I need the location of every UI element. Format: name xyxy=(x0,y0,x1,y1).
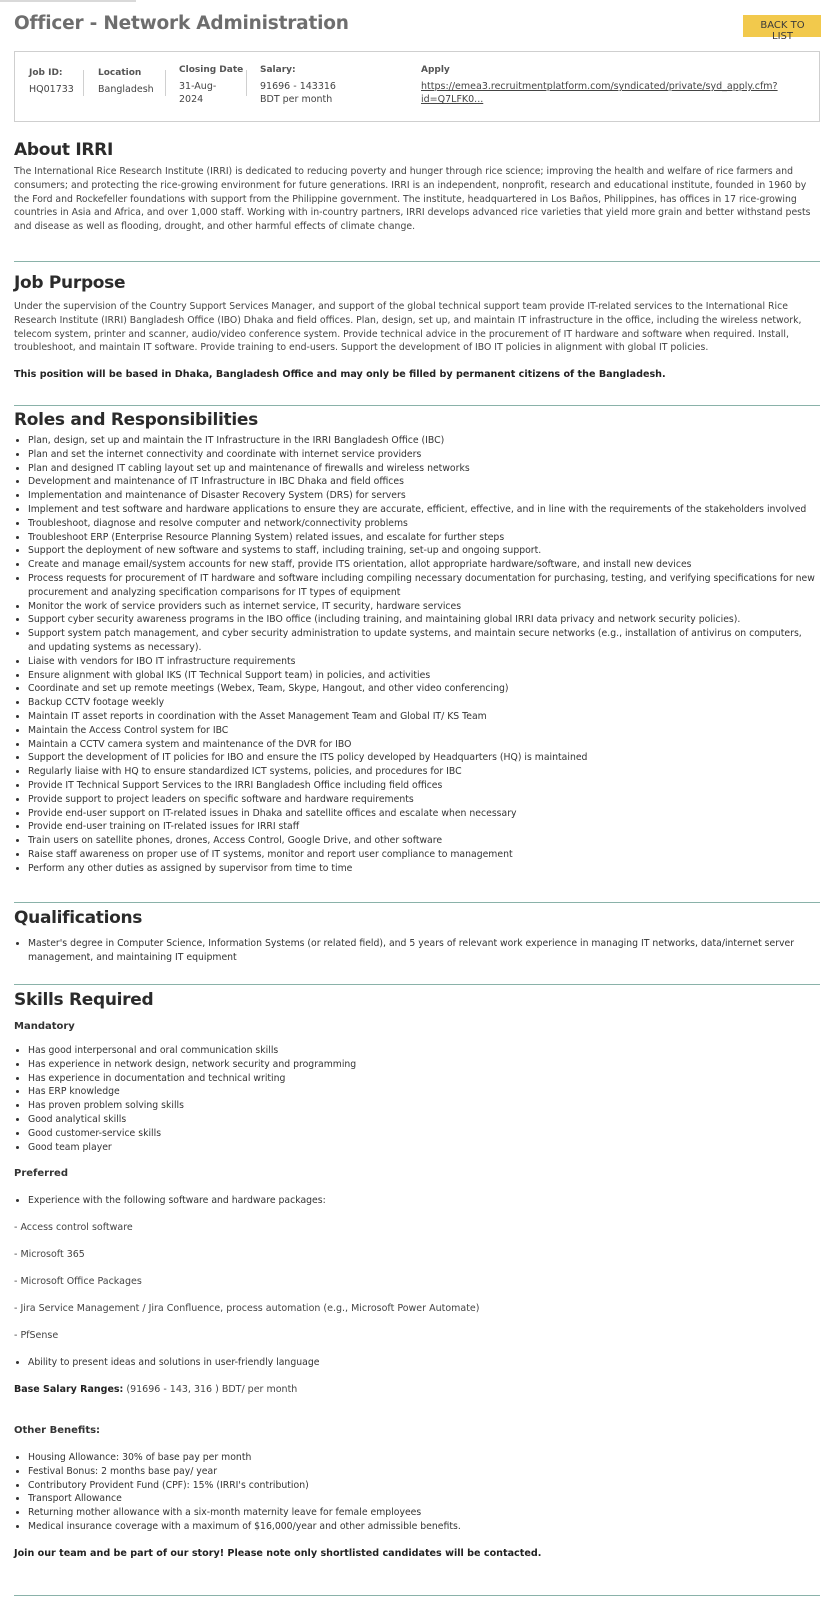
salary-line2: BDT per month xyxy=(260,94,333,105)
preferred-last-list xyxy=(14,1356,820,1370)
list-item: • Raise staff awareness on proper use of IT systems, monitor and report user compliance to management xyxy=(28,848,820,862)
purpose-section xyxy=(14,271,820,382)
package-item: - Jira Service Management / Jira Confluence, process automation (e.g., Microsoft Power Automate) xyxy=(14,1303,480,1315)
info-separator xyxy=(165,70,166,96)
qualifications-heading: Qualifications xyxy=(14,908,143,928)
base-salary-line xyxy=(14,1383,820,1397)
list-item: • Provide support to project leaders on specific software and hardware requirements xyxy=(28,793,820,807)
roles-section xyxy=(14,406,820,876)
list-item: • Troubleshoot, diagnose and resolve computer and network/connectivity problems xyxy=(28,517,820,531)
package-item: - PfSense xyxy=(14,1330,59,1342)
list-item: • Troubleshoot ERP (Enterprise Resource Planning System) related issues, and escalate for further steps xyxy=(28,531,820,545)
location-label: Location xyxy=(98,68,142,78)
list-item: • Maintain a CCTV camera system and maintenance of the DVR for IBO xyxy=(28,738,820,752)
apply-link-line2: id=Q7LFK0... xyxy=(421,94,484,105)
list-item: • Maintain the Access Control system for IBC xyxy=(28,724,820,738)
list-item: • Implement and test software and hardware applications to ensure they are accurate, efficient, effective, and in line with the requirements of the stakeholders involved xyxy=(28,503,820,517)
mandatory-label: Mandatory xyxy=(14,1021,75,1032)
list-item: • Implementation and maintenance of Disaster Recovery System (DRS) for servers xyxy=(28,489,820,503)
list-item: • Plan and set the internet connectivity and coordinate with internet service providers xyxy=(28,448,820,462)
purpose-heading: Job Purpose xyxy=(14,273,126,293)
base-salary-value: (91696 - 143, 316 ) BDT/ per month xyxy=(123,1383,298,1395)
closing-date-line1: 31-Aug- xyxy=(179,81,217,92)
job-id-field xyxy=(29,67,74,96)
list-item: • Provide end-user support on IT-related issues in Dhaka and satellite offices and escalate when necessary xyxy=(28,807,820,821)
section-divider xyxy=(14,1595,820,1596)
about-heading: About IRRI xyxy=(14,140,113,160)
list-item: • Plan, design, set up and maintain the IT Infrastructure in the IRRI Bangladesh Office (IBC) xyxy=(28,434,820,448)
closing-date-field xyxy=(179,64,243,106)
salary-field xyxy=(260,64,336,106)
preferred-label: Preferred xyxy=(14,1168,68,1180)
list-item: • Master's degree in Computer Science, Information Systems (or related field), and 5 years of relevant work experience in managing IT networks, data/internet server management, and maintaining IT equipment xyxy=(28,937,820,965)
page-header xyxy=(14,12,814,42)
closing-date-label: Closing Date xyxy=(179,65,244,75)
list-item: • Provide end-user training on IT-related issues for IRRI staff xyxy=(28,820,820,834)
list-item: • Good analytical skills xyxy=(28,1113,820,1127)
section-divider xyxy=(14,261,820,262)
list-item: • Maintain IT asset reports in coordination with the Asset Management Team and Global IT/ KS Team xyxy=(28,710,820,724)
list-item: • Support the deployment of new software and systems to staff, including training, set-up and ongoing support. xyxy=(28,544,820,558)
list-item: • Contributory Provident Fund (CPF): 15% (IRRI's contribution) xyxy=(28,1479,820,1493)
skills-heading: Skills Required xyxy=(14,990,154,1010)
package-item: - Microsoft Office Packages xyxy=(14,1276,142,1288)
info-separator xyxy=(83,70,84,96)
list-item: • Support cyber security awareness programs in the IBO office (including training, and maintaining global IRRI data privacy and network security policies). xyxy=(28,613,820,627)
skills-section xyxy=(14,986,820,1561)
list-item: • Has experience in network design, network security and programming xyxy=(28,1058,820,1072)
list-item: • Support the development of IT policies for IBO and ensure the ITS policy developed by Headquarters (HQ) is maintained xyxy=(28,751,820,765)
list-item: • Housing Allowance: 30% of base pay per month xyxy=(28,1451,820,1465)
top-border xyxy=(0,0,136,2)
base-salary-label: Base Salary Ranges: xyxy=(14,1383,124,1395)
job-id-label: Job ID: xyxy=(29,68,63,78)
list-item: • Perform any other duties as assigned by supervisor from time to time xyxy=(28,862,820,876)
salary-line1: 91696 - 143316 xyxy=(260,81,336,92)
benefits-label: Other Benefits: xyxy=(14,1424,101,1436)
page-title: Officer - Network Administration xyxy=(14,13,349,34)
list-item: • Backup CCTV footage weekly xyxy=(28,696,820,710)
list-item: • Plan and designed IT cabling layout set up and maintenance of firewalls and wireless networks xyxy=(28,462,820,476)
salary-label: Salary: xyxy=(260,65,296,75)
preferred-intro-list xyxy=(14,1194,820,1208)
job-info-box xyxy=(14,51,820,122)
qualifications-list xyxy=(14,937,820,965)
list-item: • Process requests for procurement of IT hardware and software including compiling necessary documentation for purchasing, testing, and verifying specifications for new procurement and analyzing specification comparisons for IT types of equipment xyxy=(28,572,820,600)
closing-note: Join our team and be part of our story! Please note only shortlisted candidates will be contacted. xyxy=(14,1547,542,1559)
about-text: The International Rice Research Institute (IRRI) is dedicated to reducing poverty and hunger through rice science; improving the health and welfare of rice farmers and consumers; and protecting the rice-growing environment for future generations. IRRI is an independent, nonprofit, research and educational institute, founded in 1960 by the Ford and Rockefeller foundations with support from the Philippine government. The institute, headquartered in Los Baños, Philippines, has offices in 17 rice-growing countries in Asia and Africa, and over 1,000 staff. Working with in-country partners, IRRI develops advanced rice varieties that yield more grain and better withstand pests and disease as well as flooding, drought, and other harmful effects of climate change. xyxy=(14,166,811,233)
list-item: • Medical insurance coverage with a maximum of $16,000/year and other admissible benefits. xyxy=(28,1520,820,1534)
location-note: This position will be based in Dhaka, Bangladesh Office and may only be filled by permanent citizens of the Bangladesh. xyxy=(14,369,666,381)
apply-link-line1: https://emea3.recruitmentplatform.com/syndicated/private/syd_apply.cfm? xyxy=(421,81,778,92)
section-divider xyxy=(14,984,820,985)
mandatory-skills-list xyxy=(14,1044,820,1154)
back-to-list-button[interactable]: BACK TO LIST xyxy=(743,15,821,37)
location-field xyxy=(98,67,154,96)
list-item: • Monitor the work of service providers such as internet service, IT security, hardware services xyxy=(28,600,820,614)
list-item: • Has good interpersonal and oral communication skills xyxy=(28,1044,820,1058)
package-item: - Microsoft 365 xyxy=(14,1249,85,1261)
apply-label: Apply xyxy=(421,65,450,75)
list-item: • Good team player xyxy=(28,1141,820,1155)
list-item: • Support system patch management, and cyber security administration to update systems, and maintain secure networks (e.g., installation of antivirus on computers, and updating systems as necessary). xyxy=(28,627,820,655)
qualifications-section xyxy=(14,904,820,965)
list-item: • Ability to present ideas and solutions in user-friendly language xyxy=(28,1356,820,1370)
section-divider xyxy=(14,902,820,903)
about-section xyxy=(14,138,820,234)
list-item: • Provide IT Technical Support Services to the IRRI Bangladesh Office including field offices xyxy=(28,779,820,793)
list-item: • Train users on satellite phones, drones, Access Control, Google Drive, and other software xyxy=(28,834,820,848)
list-item: • Liaise with vendors for IBO IT infrastructure requirements xyxy=(28,655,820,669)
list-item: • Has proven problem solving skills xyxy=(28,1099,820,1113)
packages-list xyxy=(14,1221,820,1343)
list-item: • Coordinate and set up remote meetings (Webex, Team, Skype, Hangout, and other video conferencing) xyxy=(28,682,820,696)
apply-field xyxy=(421,64,778,106)
roles-heading: Roles and Responsibilities xyxy=(14,410,258,430)
list-item: • Returning mother allowance with a six-month maternity leave for female employees xyxy=(28,1506,820,1520)
apply-link[interactable] xyxy=(421,80,778,106)
list-item: • Has ERP knowledge xyxy=(28,1085,820,1099)
list-item: • Regularly liaise with HQ to ensure standardized ICT systems, policies, and procedures for IBC xyxy=(28,765,820,779)
list-item: • Ensure alignment with global IKS (IT Technical Support team) in policies, and activities xyxy=(28,669,820,683)
list-item: • Development and maintenance of IT Infrastructure in IBC Dhaka and field offices xyxy=(28,475,820,489)
benefits-list xyxy=(14,1451,820,1534)
roles-list xyxy=(14,434,820,876)
info-separator xyxy=(246,70,247,96)
job-id-value: HQ01733 xyxy=(29,84,74,95)
list-item: • Festival Bonus: 2 months base pay/ year xyxy=(28,1465,820,1479)
list-item: • Good customer-service skills xyxy=(28,1127,820,1141)
list-item: • Has experience in documentation and technical writing xyxy=(28,1072,820,1086)
list-item: • Experience with the following software and hardware packages: xyxy=(28,1194,820,1208)
location-value: Bangladesh xyxy=(98,84,154,95)
closing-date-line2: 2024 xyxy=(179,94,204,105)
list-item: • Create and manage email/system accounts for new staff, provide ITS orientation, allot appropriate hardware/software, and install new devices xyxy=(28,558,820,572)
package-item: - Access control software xyxy=(14,1222,133,1234)
purpose-text: Under the supervision of the Country Support Services Manager, and support of the global technical support team provide IT-related services to the International Rice Research Institute (IRRI) Bangladesh Office (IBO) Dhaka and field offices. Plan, design, set up, and maintain IT infrastructure in the office, including the wireless network, telecom system, printer and scanner, audio/video conference system. Provide technical advice in the procurement of IT hardware and software when required. Install, troubleshoot, and maintain IT software. Provide training to end-users. Support the development of IBO IT policies in alignment with global IT policies. xyxy=(14,301,802,354)
list-item: • Transport Allowance xyxy=(28,1492,820,1506)
